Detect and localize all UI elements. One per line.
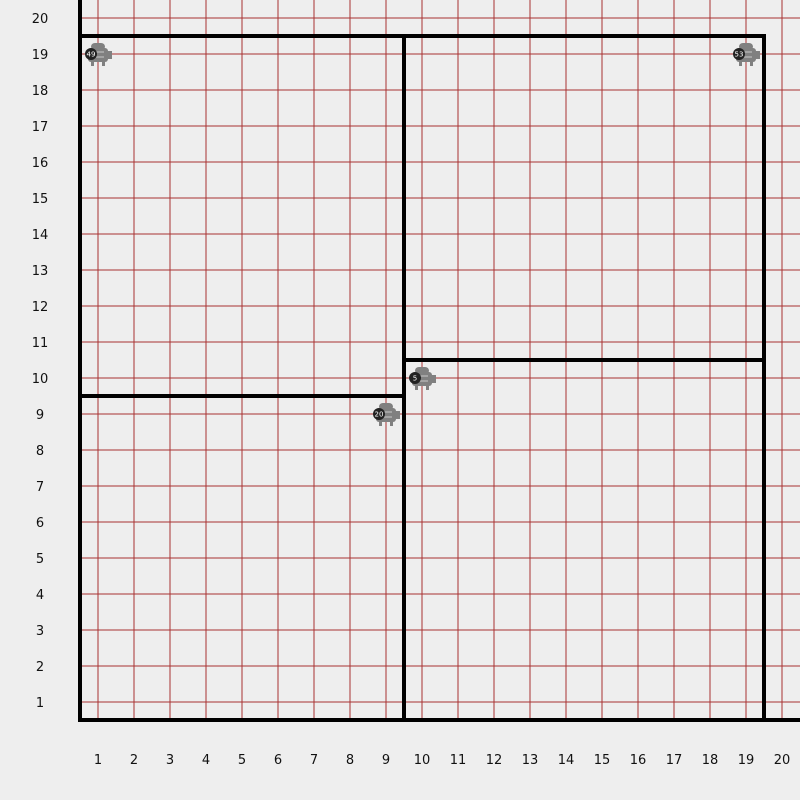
- y-axis-label: 10: [31, 372, 49, 387]
- y-axis-label: 17: [31, 120, 49, 135]
- y-axis-label: 11: [31, 336, 49, 351]
- y-axis-label: 1: [35, 696, 45, 711]
- x-axis-label: 14: [557, 753, 575, 768]
- x-axis-label: 10: [413, 753, 431, 768]
- x-axis-label: 8: [345, 753, 355, 768]
- x-axis-label: 11: [449, 753, 467, 768]
- x-axis-label: 18: [701, 753, 719, 768]
- x-axis-label: 9: [381, 753, 391, 768]
- x-axis-label: 13: [521, 753, 539, 768]
- robot-id-label: 49: [86, 50, 96, 59]
- y-axis-label: 15: [31, 192, 49, 207]
- x-axis-labels: [94, 753, 790, 768]
- y-axis-label: 4: [35, 588, 45, 603]
- x-axis-label: 2: [129, 753, 139, 768]
- x-axis-label: 1: [93, 753, 103, 768]
- x-axis-label: 15: [593, 753, 611, 768]
- y-axis-label: 18: [31, 84, 49, 99]
- y-axis-label: 14: [31, 228, 49, 243]
- robot-id-label: 20: [374, 410, 384, 419]
- x-axis-label: 16: [629, 753, 647, 768]
- robot-id-label: 5: [412, 374, 418, 383]
- y-axis-label: 12: [31, 300, 49, 315]
- robot-arm: [395, 411, 400, 419]
- robot-arm: [755, 51, 760, 59]
- robot-arm: [107, 51, 112, 59]
- x-axis-label: 5: [237, 753, 247, 768]
- x-axis-label: 7: [309, 753, 319, 768]
- y-axis-label: 16: [31, 156, 49, 171]
- y-axis-label: 9: [35, 408, 45, 423]
- y-axis-label: 6: [35, 516, 45, 531]
- walls: [80, 0, 800, 720]
- y-axis-label: 3: [35, 624, 45, 639]
- y-axis-label: 20: [31, 12, 49, 27]
- y-axis-label: 7: [35, 480, 45, 495]
- x-axis-label: 4: [201, 753, 211, 768]
- x-axis-label: 6: [273, 753, 283, 768]
- x-axis-label: 3: [165, 753, 175, 768]
- robot-arm: [431, 375, 436, 383]
- y-axis-label: 13: [31, 264, 49, 279]
- y-axis-label: 19: [31, 48, 49, 63]
- y-axis-label: 5: [35, 552, 45, 567]
- x-axis-label: 20: [773, 753, 791, 768]
- x-axis-label: 17: [665, 753, 683, 768]
- y-axis-label: 8: [35, 444, 45, 459]
- robot-id-label: 53: [734, 50, 744, 59]
- x-axis-label: 12: [485, 753, 503, 768]
- y-axis-labels: [32, 12, 49, 711]
- x-axis-label: 19: [737, 753, 755, 768]
- y-axis-label: 2: [35, 660, 45, 675]
